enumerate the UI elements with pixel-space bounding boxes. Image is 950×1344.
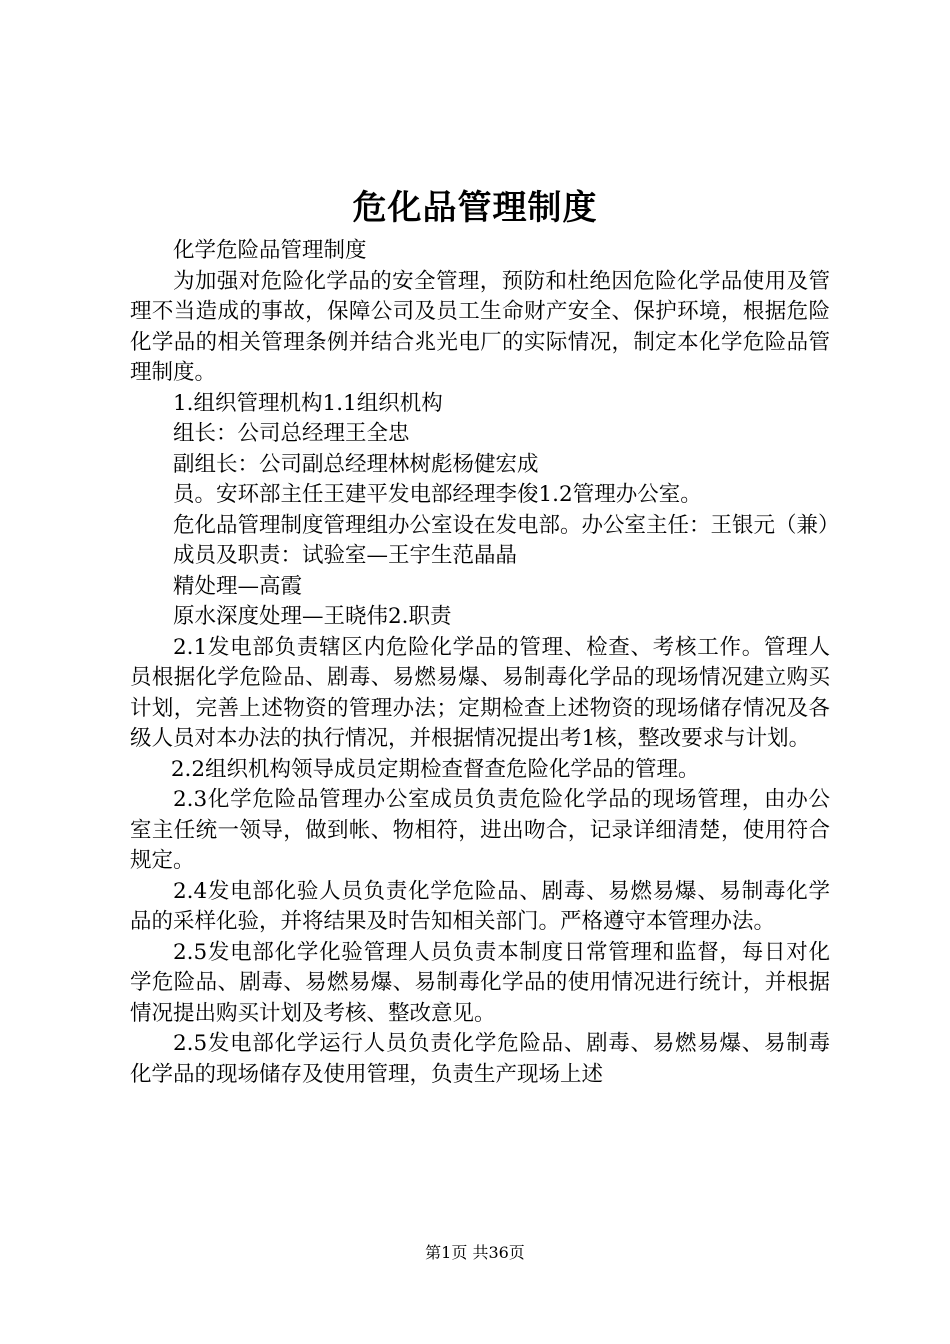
paragraph: 1.组织管理机构1.1组织机构 bbox=[173, 390, 443, 416]
paragraph: 2.5发电部化学运行人员负责化学危险品、剧毒、易燃易爆、易制毒化学品的现场储存及使用管理，负责生产现场上述 bbox=[130, 1031, 830, 1087]
paragraph: 成员及职责：试验室—王宇生范晶晶 bbox=[173, 543, 518, 568]
paragraph: 为加强对危险化学品的安全管理，预防和杜绝因危险化学品使用及管理不当造成的事故，保障公司及员工生命财产安全、保护环境，根据危险化学品的相关管理条例并结合兆光电厂的实际情况，制定本化学危险品管理制度。 bbox=[130, 268, 830, 385]
document-body bbox=[130, 236, 840, 1090]
paragraph: 危化品管理制度管理组办公室设在发电部。办公室主任：王银元（兼） bbox=[173, 512, 840, 538]
paragraph: 2.3化学危险品管理办公室成员负责危险化学品的现场管理，由办公室主任统一领导，做到帐、物相符，进出吻合，记录详细清楚，使用符合规定。 bbox=[130, 787, 830, 873]
paragraph: 2.4发电部化验人员负责化学危险品、剧毒、易燃易爆、易制毒化学品的采样化验，并将结果及时告知相关部门。严格遵守本管理办法。 bbox=[130, 878, 830, 934]
page-number-footer: 第1页 共36页 bbox=[425, 1243, 525, 1262]
document-title: 危化品管理制度 bbox=[352, 188, 598, 228]
paragraph: 组长：公司总经理王全忠 bbox=[173, 421, 410, 446]
paragraph: 原水深度处理—王晓伟2.职责 bbox=[173, 604, 452, 629]
paragraph: 化学危险品管理制度 bbox=[173, 238, 367, 263]
paragraph: 2.1发电部负责辖区内危险化学品的管理、检查、考核工作。管理人员根据化学危险品、剧毒、易燃易爆、易制毒化学品的现场情况建立购买计划，完善上述物资的管理办法；定期检查上述物资的现场储存情况及各级人员对本办法的执行情况，并根据情况提出考1核，整改要求与计划。 bbox=[130, 634, 830, 751]
paragraph: 2.2组织机构领导成员定期检查督查危险化学品的管理。 bbox=[170, 756, 700, 782]
paragraph: 精处理—高霞 bbox=[173, 573, 303, 599]
paragraph: 2.5发电部化学化验管理人员负责本制度日常管理和监督，每日对化学危险品、剧毒、易燃易爆、易制毒化学品的使用情况进行统计，并根据情况提出购买计划及考核、整改意见。 bbox=[130, 939, 830, 1026]
paragraph: 员。安环部主任王建平发电部经理李俊1.2管理办公室。 bbox=[173, 482, 702, 507]
paragraph: 副组长：公司副总经理林树彪杨健宏成 bbox=[173, 451, 539, 477]
